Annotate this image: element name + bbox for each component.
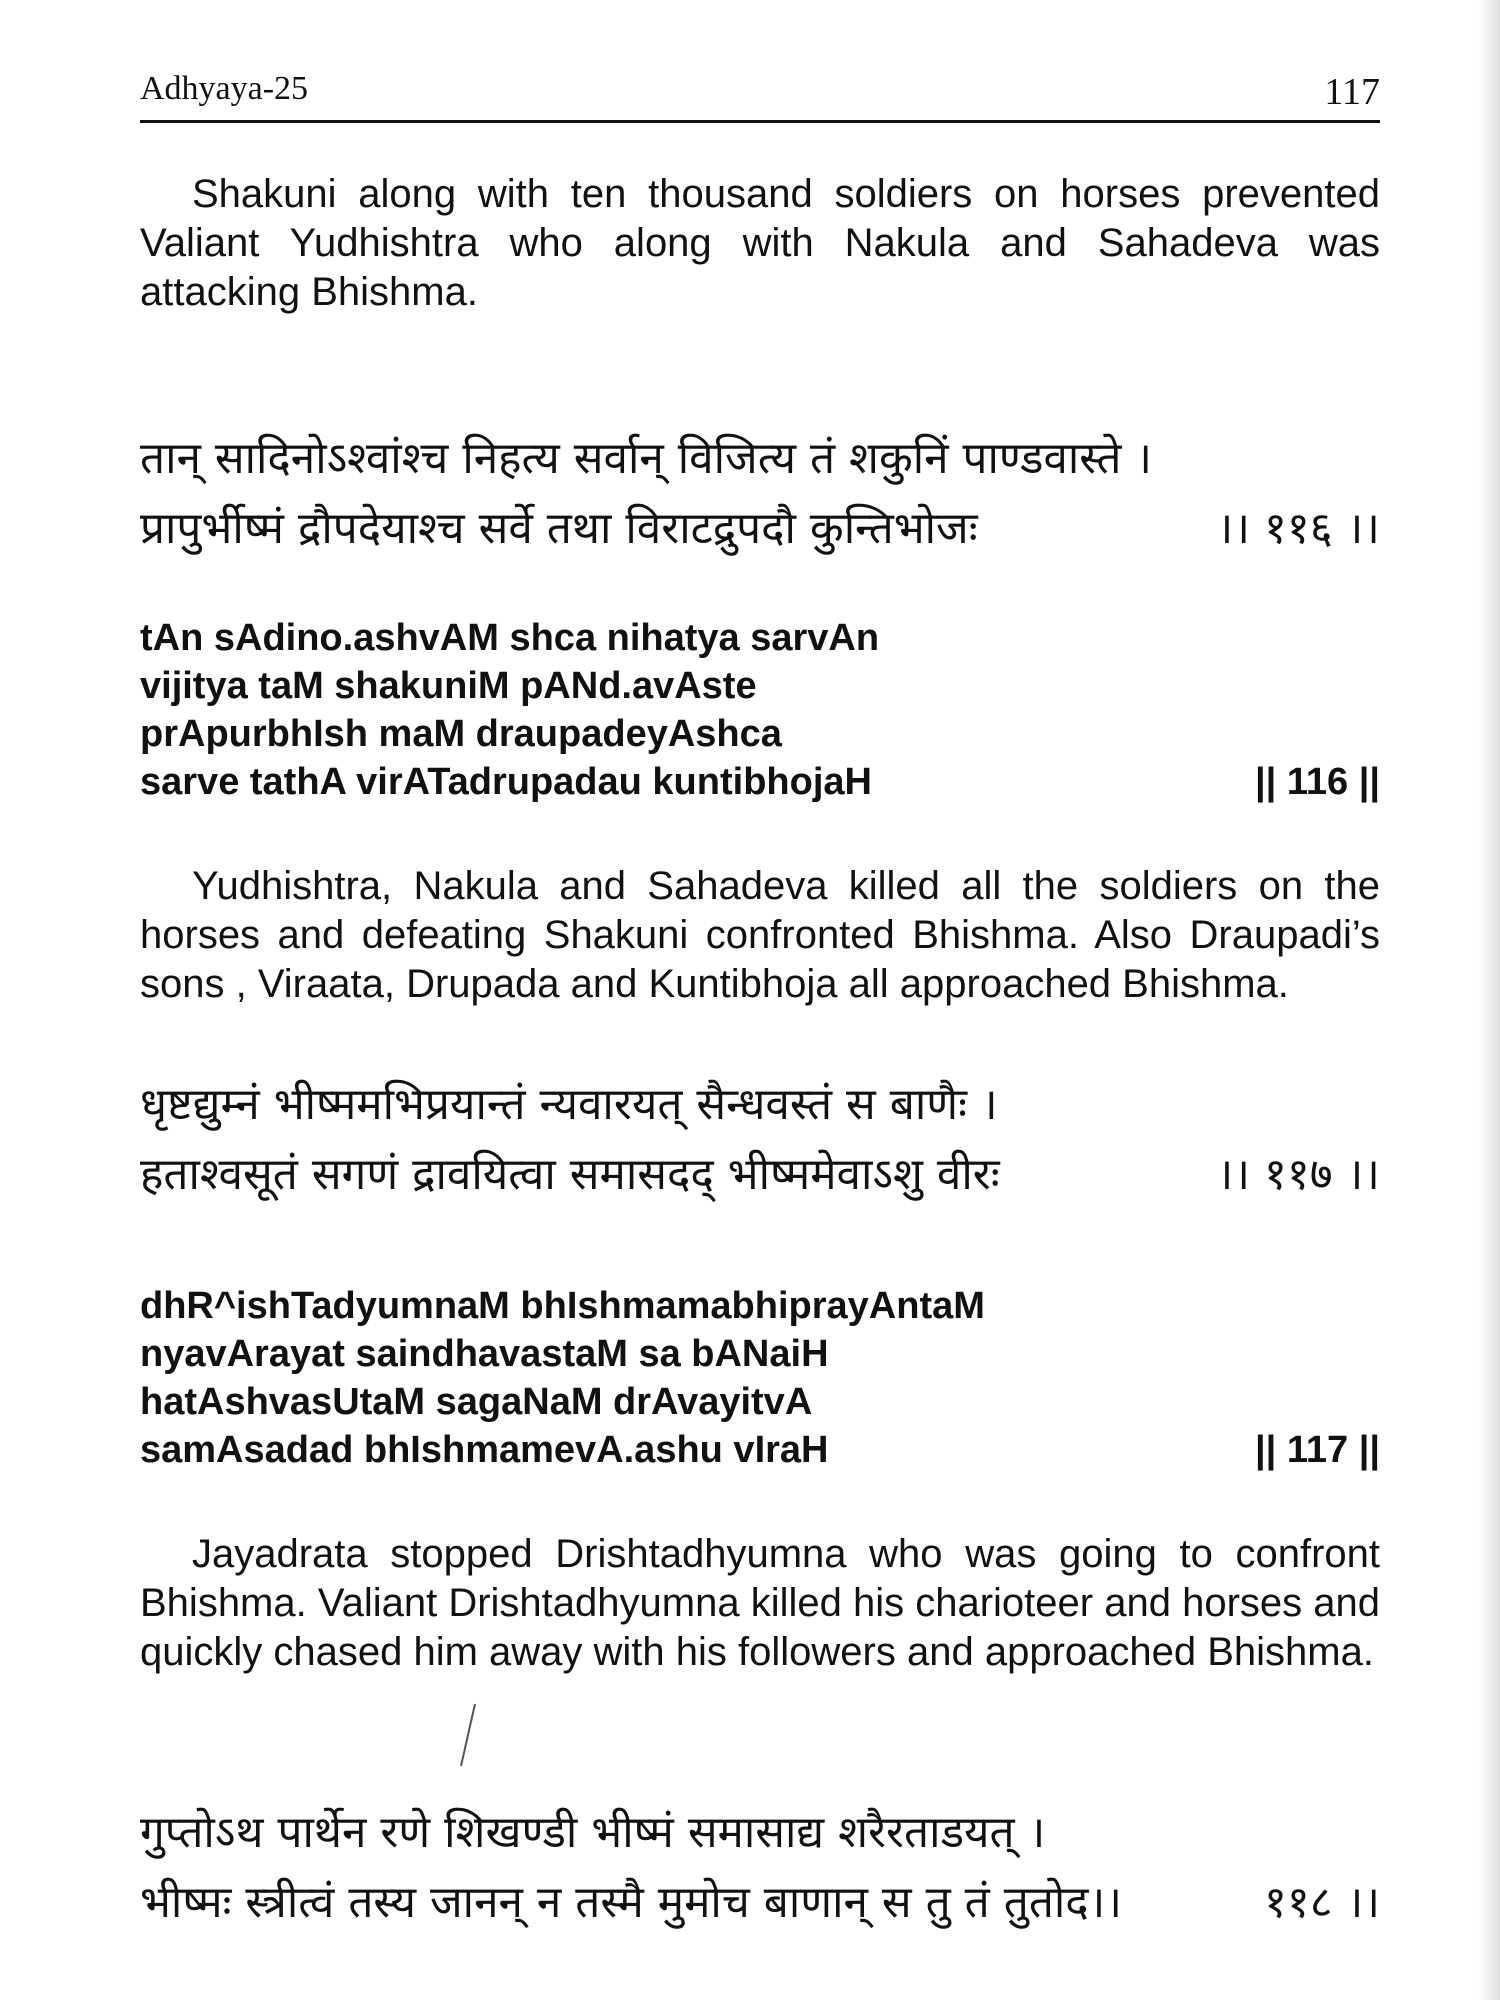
transliteration-line — [140, 662, 1380, 710]
verse-text: तान् सादिनोऽश्वांश्च निहत्य सर्वान् विजित्य तं शकुनिं पाण्डवास्ते । — [140, 433, 1153, 484]
transliteration-117 — [140, 1282, 1380, 1474]
transliteration-line — [140, 1378, 1380, 1426]
verse-number: ।। ११७ ।। — [1216, 1149, 1380, 1200]
transliteration-text: sarve tathA virATadrupadau kuntibhojaH — [140, 761, 872, 803]
transliteration-text: dhR^ishTadyumnaM bhIshmamabhiprayAntaM — [140, 1285, 985, 1327]
translation-paragraph-3: Jayadrata stopped Drishtadhyumna who was going to confront Bhishma. Valiant Drishtadhyumna killed his charioteer and horses and quickly chased him away with his followers and approached Bhishma. — [140, 1532, 1380, 1674]
transliteration-116 — [140, 614, 1380, 806]
verse-text: प्रापुर्भीष्मं द्रौपदेयाश्च सर्वे तथा विराटद्रुपदौ कुन्तिभोजः — [140, 503, 978, 554]
transliteration-line — [140, 1426, 1380, 1474]
transliteration-text: samAsadad bhIshmamevA.ashu vIraH — [140, 1429, 829, 1471]
transliteration-text: vijitya taM shakuniM pANd.avAste — [140, 665, 757, 707]
verse-text: भीष्मः स्त्रीत्वं तस्य जानन् न तस्मै मुमोच बाणान् स तु तं तुतोद।। — [140, 1877, 1123, 1928]
chapter-title: Adhyaya-25 — [140, 70, 309, 107]
verse-line — [140, 1798, 1380, 1868]
page-header — [140, 70, 1380, 123]
transliteration-line — [140, 710, 1380, 758]
verse-text: हताश्वसूतं सगणं द्रावयित्वा समासदद् भीष्ममेवाऽशु वीरः — [140, 1149, 1000, 1200]
verse-line — [140, 1070, 1380, 1140]
pen-stroke-mark — [453, 1700, 483, 1770]
verse-line — [140, 1868, 1380, 1938]
translation-paragraph-2: Yudhishtra, Nakula and Sahadeva killed all the soldiers on the horses and defeating Shakuni confronted Bhishma. Also Draupadi’s sons , Viraata, Drupada and Kuntibhoja all approached Bhishma. — [140, 864, 1380, 1006]
transliteration-text: prApurbhIsh maM draupadeyAshca — [140, 713, 782, 755]
verse-text: गुप्तोऽथ पार्थेन रणे शिखण्डी भीष्मं समासाद्य शरैरताडयत् । — [140, 1807, 1046, 1858]
verse-line — [140, 424, 1380, 494]
transliteration-line — [140, 758, 1380, 806]
verse-number: ११८ ।। — [1264, 1877, 1380, 1928]
verse-line — [140, 1140, 1380, 1210]
transliteration-line — [140, 1330, 1380, 1378]
verse-text: धृष्टद्युम्नं भीष्ममभिप्रयान्तं न्यवारयत् सैन्धवस्तं स बाणैः । — [140, 1079, 998, 1130]
sanskrit-verse-118 — [140, 1798, 1380, 1938]
transliteration-line — [140, 1282, 1380, 1330]
sanskrit-verse-116 — [140, 424, 1380, 564]
verse-number: || 116 || — [1255, 761, 1380, 803]
verse-number: || 117 || — [1255, 1429, 1380, 1471]
transliteration-text: tAn sAdino.ashvAM shca nihatya sarvAn — [140, 617, 880, 659]
page-edge-shadow — [1478, 0, 1500, 2000]
page-number: 117 — [1324, 71, 1380, 113]
translation-paragraph-1: Shakuni along with ten thousand soldiers on horses prevented Valiant Yudhishtra who along with Nakula and Sahadeva was attacking Bhishma. — [140, 172, 1380, 314]
transliteration-line — [140, 614, 1380, 662]
verse-number: ।। ११६ ।। — [1216, 503, 1380, 554]
verse-line — [140, 494, 1380, 564]
transliteration-text: hatAshvasUtaM sagaNaM drAvayitvA — [140, 1381, 813, 1423]
sanskrit-verse-117 — [140, 1070, 1380, 1210]
transliteration-text: nyavArayat saindhavastaM sa bANaiH — [140, 1333, 829, 1375]
